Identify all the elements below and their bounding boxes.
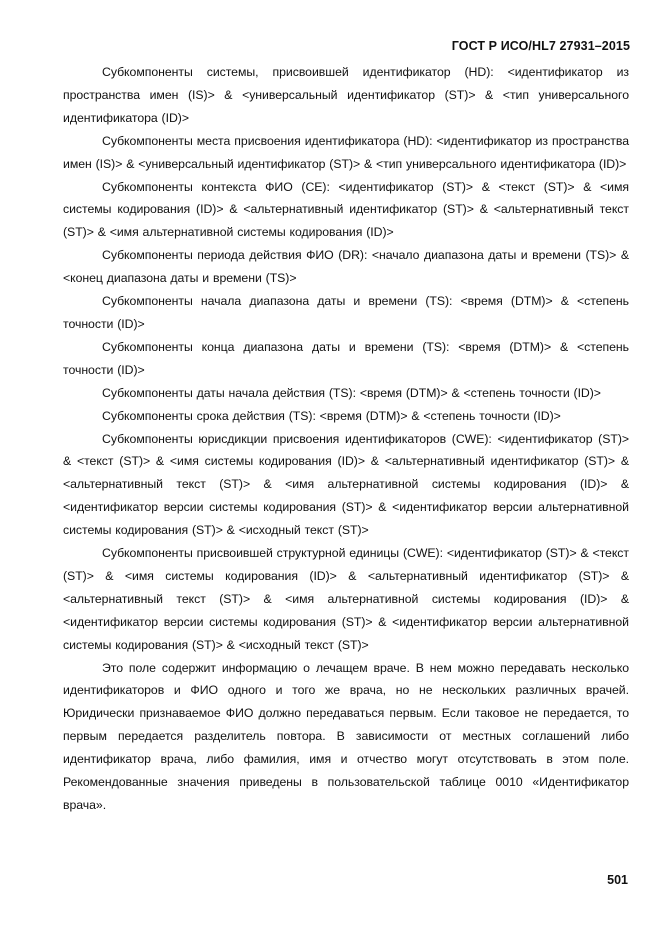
document-body: [63, 61, 629, 817]
paragraph-hd-system: Субкомпоненты системы, присвоившей идентификатор (HD): <идентификатор из пространства имен (IS)> & <универсальный идентификатор (ST)> & <тип универсального идентификатора (ID)>: [63, 65, 629, 125]
paragraph-cwe-unit: Субкомпоненты присвоившей структурной единицы (CWE): <идентификатор (ST)> & <текст (ST)> & <имя системы кодирования (ID)> & <альтернативный идентификатор (ST)> & <альтернативный текст (ST)> & <имя альтернативной системы кодирования (ID)> & <идентификатор версии системы кодирования (ST)> & <идентификатор версии альтернативной системы кодирования (ST)> & <исходный текст (ST)>: [63, 546, 629, 652]
document-header: ГОСТ Р ИСО/HL7 27931–2015: [451, 39, 630, 53]
paragraph-hd-place: Субкомпоненты места присвоения идентификатора (HD): <идентификатор из пространства имен (IS)> & <универсальный идентификатор (ST)> & <тип универсального идентификатора (ID)>: [63, 133, 629, 171]
paragraph-cwe-jurisdiction: Субкомпоненты юрисдикции присвоения идентификаторов (CWE): <идентификатор (ST)> & <текст (ST)> & <имя системы кодирования (ID)> & <альтернативный идентификатор (ST)> & <альтернативный текст (ST)> & <имя альтернативной системы кодирования (ID)> & <идентификатор версии системы кодирования (ST)> & <идентификатор версии альтернативной системы кодирования (ST)> & <исходный текст (ST)>: [63, 431, 629, 538]
paragraph-field-description: Это поле содержит информацию о лечащем враче. В нем можно передавать несколько идентификаторов и ФИО одного и того же врача, но не нескольких различных врачей. Юридически признаваемое ФИО должно передаваться первым. Если таковое не передается, то первым передается разделитель повтора. В зависимости от местных соглашений либо идентификатор врача, либо фамилия, имя и отчество могут отсутствовать в этом поле. Рекомендованные значения приведены в пользовательской таблице 0010 «Идентификатор врача».: [63, 660, 629, 812]
paragraph-ts-range-end: Субкомпоненты конца диапазона даты и времени (TS): <время (DTM)> & <степень точности (ID)>: [63, 339, 629, 377]
paragraph-ts-expiration: Субкомпоненты срока действия (TS): <время (DTM)> & <степень точности (ID)>: [102, 408, 561, 423]
paragraph-dr-period: Субкомпоненты периода действия ФИО (DR): <начало диапазона даты и времени (TS)> & <конец диапазона даты и времени (TS)>: [63, 248, 629, 286]
paragraph-ts-range-start: Субкомпоненты начала диапазона даты и времени (TS): <время (DTM)> & <степень точности (ID)>: [63, 294, 629, 331]
page-number: 501: [607, 873, 628, 887]
paragraph-ce-context: Субкомпоненты контекста ФИО (CE): <идентификатор (ST)> & <текст (ST)> & <имя системы кодирования (ID)> & <альтернативный идентификатор (ST)> & <альтернативный текст (ST)> & <имя альтернативной системы кодирования (ID)>: [63, 179, 629, 240]
paragraph-ts-effective-date: Субкомпоненты даты начала действия (TS): <время (DTM)> & <степень точности (ID)>: [102, 385, 601, 400]
